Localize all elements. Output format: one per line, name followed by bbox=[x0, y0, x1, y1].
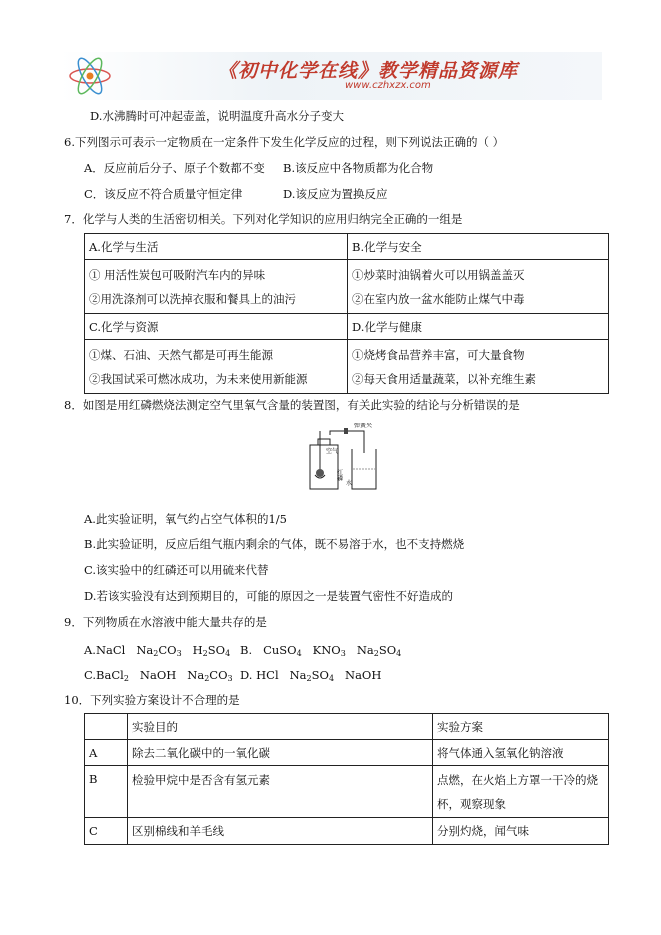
q9-option-b bbox=[240, 642, 401, 662]
q7-a-cell bbox=[85, 260, 348, 314]
q10-row-a-purpose: 除去二氧化碳中的一氧化碳 bbox=[128, 740, 433, 766]
q10-row-b-plan bbox=[433, 766, 609, 818]
q6-option-a: A．反应前后分子、原子个数都不变 bbox=[84, 161, 265, 175]
q8-stem: 8．如图是用红磷燃烧法测定空气里氧气含量的装置图，有关此实验的结论与分析错误的是 bbox=[64, 398, 520, 412]
q6-option-d: D.该反应为置换反应 bbox=[283, 187, 388, 201]
table-row bbox=[85, 766, 609, 818]
q10-row-c-plan: 分别灼烧，闻气味 bbox=[433, 818, 609, 845]
q9-a-formula1: $Na_2CO_3$ bbox=[136, 643, 182, 658]
q7-c-item1: ①煤、石油、天然气都是可再生能源 bbox=[89, 347, 273, 362]
fig-label-clip: 弹簧夹 bbox=[354, 423, 373, 429]
q9-option-a bbox=[84, 642, 230, 662]
table-row bbox=[85, 818, 609, 845]
q9-d-formula2: $Na_2SO_4$ bbox=[289, 668, 335, 683]
q7-b-item2: ②在室内放一盆水能防止煤气中毒 bbox=[352, 291, 525, 306]
q6-stem: 6.下列图示可表示一定物质在一定条件下发生化学反应的过程，则下列说法正确的（ ） bbox=[64, 135, 505, 149]
q7-a-item2: ②用洗涤剂可以洗掉衣服和餐具上的油污 bbox=[89, 291, 296, 306]
q10-row-a-id: A bbox=[85, 740, 128, 766]
q9-b-label: B. bbox=[240, 643, 253, 657]
q9-b-formula1: CuSO$_4$ bbox=[263, 643, 302, 658]
q8-option-d: D.若该实验没有达到预期目的，可能的原因之一是装置气密性不好造成的 bbox=[84, 589, 453, 603]
q8-option-c: C.该实验中的红磷还可以用硫来代替 bbox=[84, 563, 269, 577]
q7-d-head: D.化学与健康 bbox=[348, 314, 609, 340]
q9-option-c bbox=[84, 667, 233, 687]
q8-option-a: A.此实验证明，氧气约占空气体积的1/5 bbox=[84, 512, 287, 526]
q9-d-formula3: NaOH bbox=[345, 668, 382, 682]
fig-label-air: 空气 bbox=[326, 448, 339, 455]
q7-b-cell bbox=[348, 260, 609, 314]
fig-label-water: 水 bbox=[346, 480, 353, 487]
q6-option-c: C．该反应不符合质量守恒定律 bbox=[84, 187, 243, 201]
banner-url: www.czhxzx.com bbox=[345, 80, 431, 91]
q10-row-b-id: B bbox=[85, 766, 128, 818]
q6-option-b: B.该反应中各物质都为化合物 bbox=[283, 161, 434, 175]
atom-logo-icon bbox=[66, 54, 114, 98]
q9-c-formula1: C.BaCl$_2$ bbox=[84, 668, 129, 683]
q10-row-c-purpose: 区别棉线和羊毛线 bbox=[128, 818, 433, 845]
q10-header-plan: 实验方案 bbox=[433, 714, 609, 740]
q7-d-cell bbox=[348, 340, 609, 394]
table-row bbox=[85, 740, 609, 766]
q9-a-formula2: $H_2SO_4$ bbox=[192, 643, 231, 658]
q10-row-b-purpose: 检验甲烷中是否含有氢元素 bbox=[128, 766, 433, 818]
header-banner bbox=[60, 52, 602, 100]
q10-table bbox=[84, 713, 609, 845]
q10-row-a-plan: 将气体通入氢氧化钠溶液 bbox=[433, 740, 609, 766]
q10-header-purpose: 实验目的 bbox=[128, 714, 433, 740]
q7-b-item1: ①炒菜时油锅着火可以用锅盖盖灭 bbox=[352, 267, 525, 282]
q7-d-item1: ①烧烤食品营养丰富，可大量食物 bbox=[352, 347, 525, 362]
q7-c-cell bbox=[85, 340, 348, 394]
q8-option-b: B.此实验证明，反应后组气瓶内剩余的气体，既不易溶于水，也不支持燃烧 bbox=[84, 537, 465, 551]
q10-row-b-plan-line2: 杯，观察现象 bbox=[437, 796, 506, 811]
q9-stem: 9．下列物质在水溶液中能大量共存的是 bbox=[64, 615, 267, 629]
q7-a-item1: ① 用活性炭包可吸附汽车内的异味 bbox=[89, 267, 266, 282]
q9-option-d bbox=[240, 667, 381, 687]
q10-header-blank bbox=[85, 714, 128, 740]
banner-title: 《初中化学在线》教学精品资源库 bbox=[218, 60, 519, 82]
q10-row-b-plan-line1: 点燃，在火焰上方罩一干冷的烧 bbox=[437, 772, 598, 787]
q7-c-item2: ②我国试采可燃冰成功，为未来使用新能源 bbox=[89, 371, 308, 386]
fig-label-phosphorus: 红磷 bbox=[335, 469, 343, 481]
q7-a-head: A.化学与生活 bbox=[85, 234, 348, 260]
q9-c-formula2: NaOH bbox=[139, 668, 177, 682]
q9-d-label: D. HCl bbox=[240, 668, 279, 682]
q7-table bbox=[84, 233, 609, 394]
q7-c-head: C.化学与资源 bbox=[85, 314, 348, 340]
q10-row-c-id: C bbox=[85, 818, 128, 845]
q10-stem: 10．下列实验方案设计不合理的是 bbox=[64, 693, 240, 707]
q9-b-formula3: $Na_2SO_4$ bbox=[356, 643, 402, 658]
q9-b-formula2: $KNO_3$ bbox=[312, 643, 346, 658]
q5-option-d: D.水沸腾时可冲起壶盖，说明温度升高水分子变大 bbox=[90, 109, 344, 123]
red-phosphorus-apparatus-figure bbox=[298, 423, 378, 495]
q9-a-label: A.NaCl bbox=[84, 643, 126, 657]
q7-b-head: B.化学与安全 bbox=[348, 234, 609, 260]
q7-stem: 7．化学与人类的生活密切相关。下列对化学知识的应用归纳完全正确的一组是 bbox=[64, 212, 463, 226]
q9-c-formula3: $Na_2CO_3$ bbox=[187, 668, 233, 683]
q7-d-item2: ②每天食用适量蔬菜，以补充维生素 bbox=[352, 371, 536, 386]
